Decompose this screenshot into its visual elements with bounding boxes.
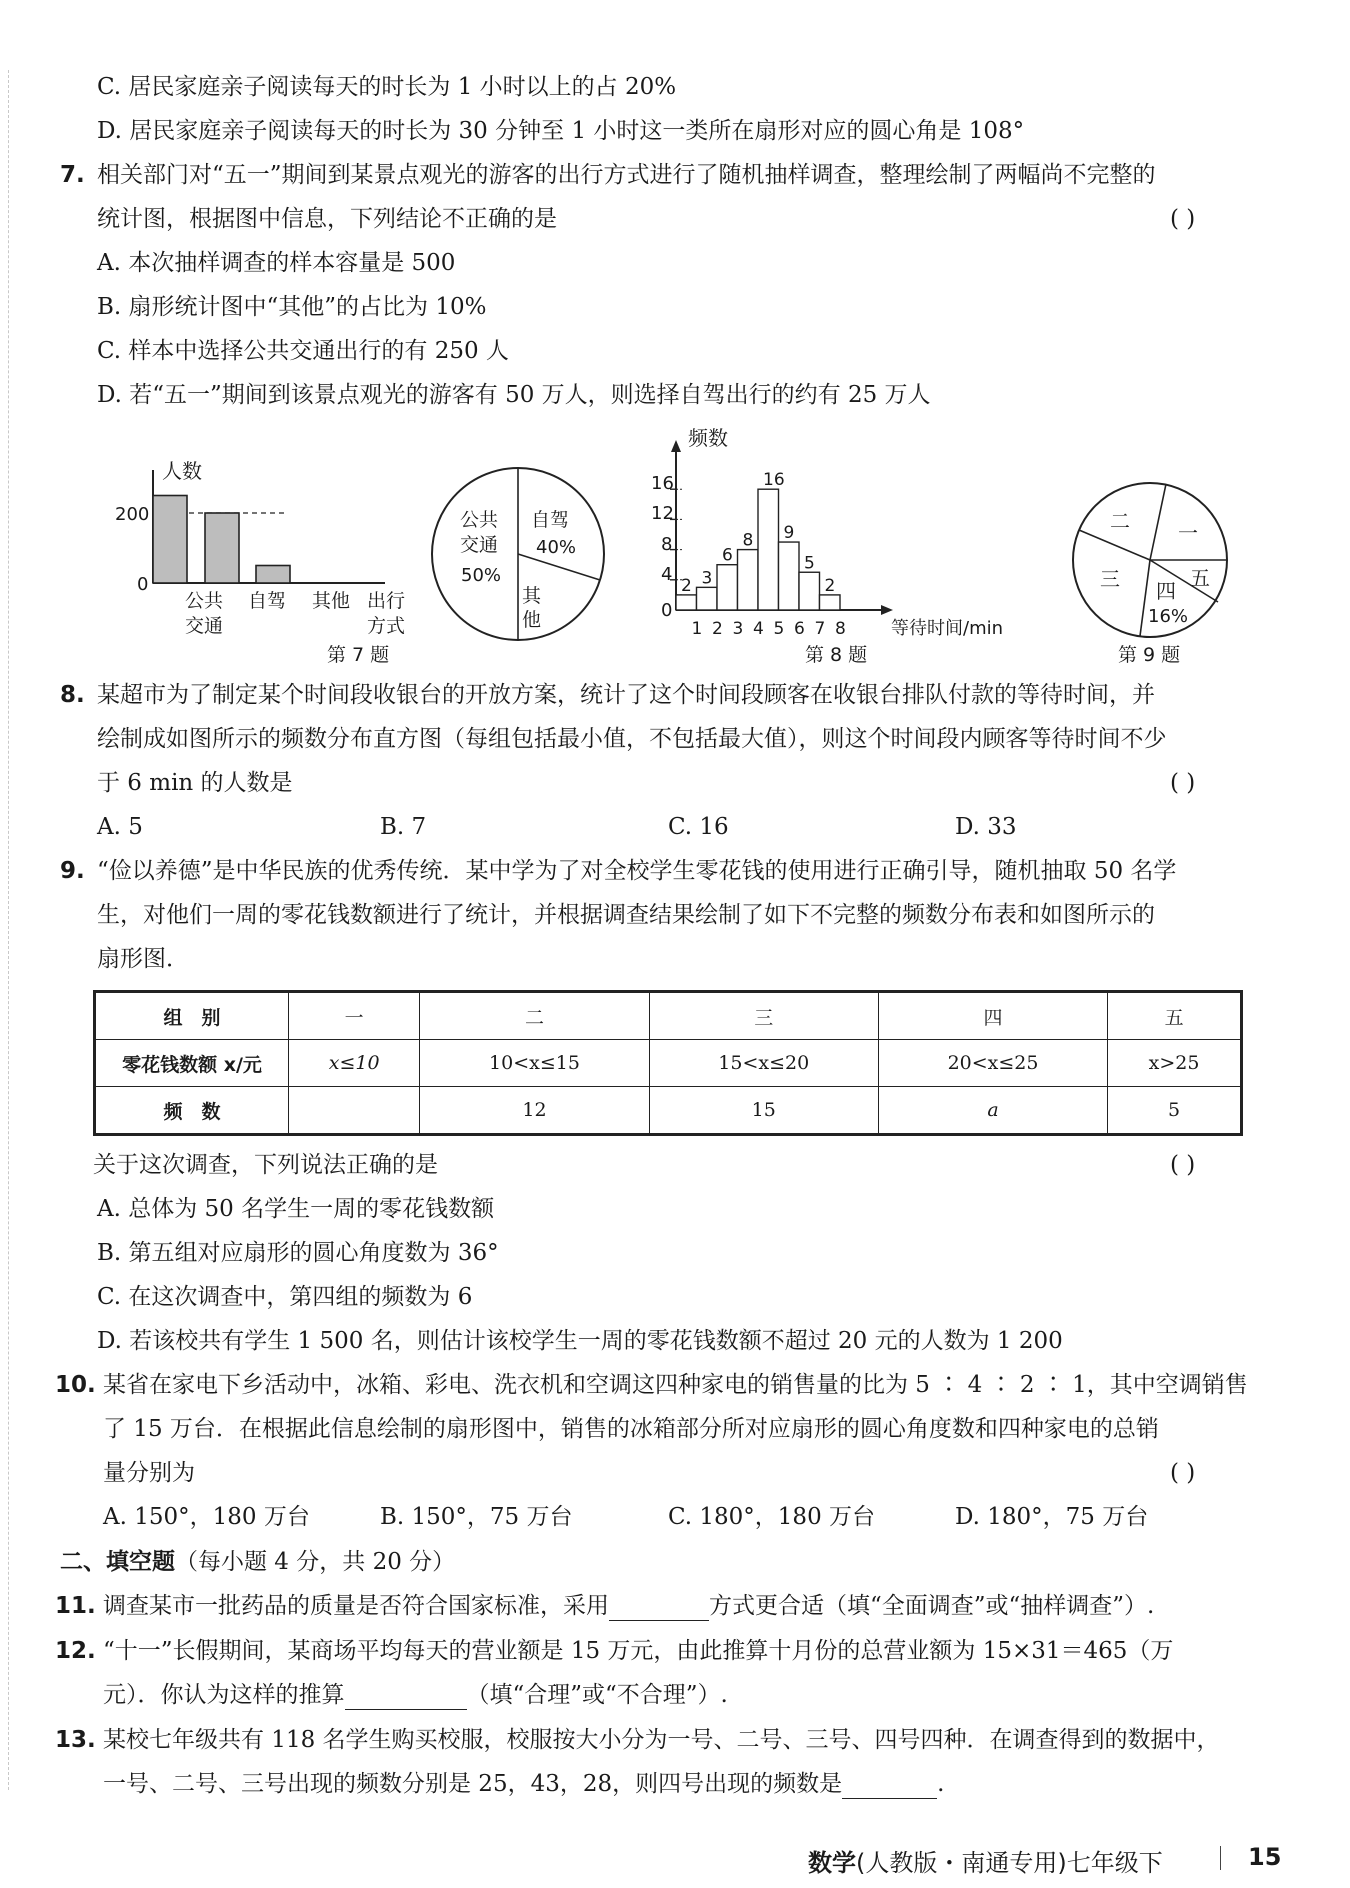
table-cell: 四 [878,992,1107,1040]
q11-line [103,1591,1154,1621]
fig8-ytick-0: 0 [661,600,673,621]
q10-option-d: D. 180°，75 万台 [955,1504,1149,1530]
q13-line1: 某校七年级共有 118 名学生购买校服，校服按大小分为一号、二号、三号、四号四种．在调查得到的数据中， [103,1727,1220,1753]
table-cell: 五 [1108,992,1242,1040]
fig8-x-arrow [881,605,893,615]
fig8-bar-label-2: 3 [701,568,713,589]
footer-edition: (人教版・南通专用)七年级下 [856,1849,1163,1877]
fig8-xtick-label: 3 [732,619,744,639]
fig8-bar-3 [717,565,738,610]
fig8-caption: 第 8 题 [805,644,868,666]
q11-blank[interactable] [609,1596,709,1621]
q9-number: 9. [60,858,85,884]
q7-option-a: A. 本次抽样调查的样本容量是 500 [97,250,456,276]
fig7-pie-other-b: 他 [522,609,542,631]
binding-margin-line [8,70,9,1790]
fig8-ytick-12: 12 [651,503,674,524]
fig9-label-4: 四 [1156,579,1176,603]
table-header-cell: 组 别 [95,992,289,1040]
fig8-y-arrow [671,440,681,452]
q7-option-b: B. 扇形统计图中“其他”的占比为 10% [97,294,487,320]
q12-text-post: （填“合理”或“不合理”）. [466,1682,728,1708]
table-cell: 一 [289,992,420,1040]
q8-stem-line1: 某超市为了制定某个时间段收银台的开放方案，统计了这个时间段顾客在收银台排队付款的等待时间，并 [97,682,1155,708]
table-cell: 12 [420,1087,649,1135]
q10-number: 10. [55,1372,96,1398]
fig8-bar-4 [738,550,759,610]
q10-option-b: B. 150°，75 万台 [380,1504,573,1530]
table-cell: 15 [649,1087,878,1135]
q13-line2 [103,1769,944,1799]
fig8-bar-label-3: 6 [722,545,733,566]
fig8-xtick-label: 4 [753,619,764,639]
q12-line1: “十一”长假期间，某商场平均每天的营业额是 15 万元，由此推算十月份的总营业额为 15×31＝465（万 [103,1638,1174,1664]
page-number: 15 [1248,1843,1282,1871]
q9-answer-paren: ( ) [1170,1152,1196,1178]
q6-option-d: D. 居民家庭亲子阅读每天的时长为 30 分钟至 1 小时这一类所在扇形对应的圆心角是 108° [97,118,1025,144]
fig7-cat-selfdrive: 自驾 [248,590,287,612]
fig8-bar-6 [779,542,800,610]
q9-option-d: D. 若该校共有学生 1 500 名，则估计该校学生一周的零花钱数额不超过 20 元的人数为 1 200 [97,1328,1063,1354]
q8-option-d: D. 33 [955,814,1017,840]
q12-text-pre: 元）．你认为这样的推算 [103,1682,345,1708]
q9-stem-line3: 扇形图． [97,946,189,972]
q8-option-c: C. 16 [668,814,729,840]
q10-stem-line3: 量分别为 [103,1460,195,1486]
fig7-xlabel-a: 出行 [367,590,406,612]
q10-option-c: C. 180°，180 万台 [668,1504,876,1530]
fig7-bar-2 [205,513,239,583]
q7-stem-line1: 相关部门对“五一”期间到某景点观光的游客的出行方式进行了随机抽样调查，整理绘制了两幅尚不完整的 [97,162,1156,188]
q10-option-a: A. 150°，180 万台 [103,1504,310,1530]
fig7-caption: 第 7 题 [327,644,390,666]
footer-subject: 数学 [808,1849,856,1877]
fig7-tick-0: 0 [137,574,149,595]
fig7-pie-public-a: 公共 [460,509,499,531]
fig7-cat-public-a: 公共 [185,590,224,612]
fig8-bar-8 [820,595,841,610]
table-cell: x>25 [1108,1040,1242,1087]
q8-option-b: B. 7 [380,814,427,840]
fig8-xtick-label: 5 [773,619,785,639]
table-cell: 15<x≤20 [649,1040,878,1087]
fig9-label-1: 一 [1178,521,1198,545]
q12-number: 12. [55,1638,96,1664]
q13-text-post: . [937,1771,945,1797]
fig8-ytick-8: 8 [661,534,673,555]
fig9-label-4-pct: 16% [1148,606,1189,627]
q13-text-pre: 一号、二号、三号出现的频数分别是 25，43，28，则四号出现的频数是 [103,1771,843,1797]
table-header-cell: 频 数 [95,1087,289,1135]
fig7-pie-public-b: 交通 [460,534,499,556]
q11-text-pre: 调查某市一批药品的质量是否符合国家标准，采用 [103,1593,609,1619]
q8-answer-paren: ( ) [1170,770,1196,796]
q8-option-a: A. 5 [97,814,143,840]
fig9-pie-divider-1 [1150,484,1166,560]
table-row [95,992,1242,1040]
fig9-caption: 第 9 题 [1118,644,1181,666]
fig8-bar-label-7: 5 [804,553,815,574]
q9-option-b: B. 第五组对应扇形的圆心角度数为 36° [97,1240,499,1266]
q9-option-c: C. 在这次调查中，第四组的频数为 6 [97,1284,473,1310]
footer-separator [1220,1846,1221,1870]
q11-number: 11. [55,1593,96,1619]
fig8-xtick-label: 6 [794,619,805,639]
q7-option-d: D. 若“五一”期间到该景点观光的游客有 50 万人，则选择自驾出行的约有 25 万人 [97,382,931,408]
q13-blank[interactable] [842,1774,937,1799]
q9-option-a: A. 总体为 50 名学生一周的零花钱数额 [97,1196,495,1222]
fig8-bar-2 [697,587,718,610]
q12-blank[interactable] [345,1685,467,1710]
fig7-ylabel: 人数 [162,459,202,483]
table-cell: 5 [1108,1087,1242,1135]
fig7-pie-chart [432,468,604,640]
fig8-histogram [651,426,1003,639]
table-cell: 10<x≤15 [420,1040,649,1087]
fig9-pie-divider-2 [1079,530,1150,560]
q10-stem-line1: 某省在家电下乡活动中，冰箱、彩电、洗衣机和空调这四种家电的销售量的比为 5 ∶ 4 ∶ 2 ∶ 1，其中空调销售 [103,1372,1248,1398]
section-2-title: 二、填空题 [60,1549,175,1575]
fig8-bar-1 [676,595,697,610]
table-row [95,1040,1242,1087]
fig8-bar-label-5: 16 [763,470,785,491]
fig8-bar-5 [758,489,779,610]
fig8-bar-label-1: 2 [681,575,692,596]
q8-number: 8. [60,682,85,708]
section-2-note: （每小题 4 分，共 20 分） [175,1549,456,1575]
fig8-xtick-label: 7 [814,619,826,639]
q13-number: 13. [55,1727,96,1753]
fig8-xlabel: 等待时间/min [891,618,1004,639]
fig7-pie-self-pct: 40% [536,537,577,558]
footer-title [808,1843,1163,1878]
fig9-label-5: 五 [1190,566,1210,590]
q8-stem-line3: 于 6 min 的人数是 [97,770,293,796]
q9-stem-line2: 生，对他们一周的零花钱数额进行了统计，并根据调查结果绘制了如下不完整的频数分布表和如图所示的 [97,902,1155,928]
q7-option-c: C. 样本中选择公共交通出行的有 250 人 [97,338,509,364]
q7-stem-line2: 统计图，根据图中信息，下列结论不正确的是 [97,206,557,232]
fig8-xtick-label: 8 [835,619,846,639]
table-cell: 20<x≤25 [878,1040,1107,1087]
q7-answer-paren: ( ) [1170,206,1196,232]
fig7-pie-public-pct: 50% [461,565,502,586]
q8-stem-line2: 绘制成如图所示的频数分布直方图（每组包括最小值，不包括最大值），则这个时间段内顾客等待时间不少 [97,726,1167,752]
fig7-bar-3 [256,566,290,584]
fig9-label-2: 二 [1110,509,1130,533]
table-row [95,1087,1242,1135]
fig8-ytick-4: 4 [661,564,673,585]
fig7-pie-self-a: 自驾 [531,509,570,531]
fig9-pie-chart [1073,483,1227,637]
fig8-ytick-16: 16 [651,473,674,494]
fig7-cat-public-b: 交通 [185,615,224,637]
fig7-bar-1 [153,496,187,584]
fig8-bar-label-8: 2 [824,575,836,596]
table-cell [289,1087,420,1135]
q11-text-post: 方式更合适（填“全面调查”或“抽样调查”）. [709,1593,1155,1619]
table-cell: x≤10 [289,1040,420,1087]
q9-frequency-table [93,990,1243,1136]
q6-option-c: C. 居民家庭亲子阅读每天的时长为 1 小时以上的占 20% [97,74,677,100]
figures-row [0,420,1350,675]
fig7-cat-other: 其他 [312,590,351,612]
table-header-cell: 零花钱数额 x/元 [95,1040,289,1087]
q10-stem-line2: 了 15 万台．在根据此信息绘制的扇形图中，销售的冰箱部分所对应扇形的圆心角度数和四种家电的总销 [103,1416,1159,1442]
fig8-bar-label-6: 9 [783,523,795,544]
fig8-bar-label-4: 8 [742,530,754,551]
table-cell: 三 [649,992,878,1040]
fig8-ylabel: 频数 [688,426,728,450]
fig8-xtick-label: 2 [712,619,723,639]
q9-question: 关于这次调查，下列说法正确的是 [93,1152,438,1178]
fig8-xtick-label: 1 [691,619,703,639]
q7-number: 7. [60,162,85,188]
fig7-xlabel-b: 方式 [367,615,406,637]
fig8-bar-7 [799,572,820,610]
fig7-bar-chart [115,459,405,637]
fig9-label-3: 三 [1100,567,1120,591]
fig7-pie-other-a: 其 [522,585,542,607]
section-2-heading [60,1547,455,1577]
q12-line2 [103,1680,728,1710]
q10-answer-paren: ( ) [1170,1460,1196,1486]
fig7-tick-200: 200 [115,504,150,525]
q9-stem-line1: “俭以养德”是中华民族的优秀传统．某中学为了对全校学生零花钱的使用进行正确引导，随机抽取 50 名学 [97,858,1177,884]
table-cell: 二 [420,992,649,1040]
table-cell: a [878,1087,1107,1135]
